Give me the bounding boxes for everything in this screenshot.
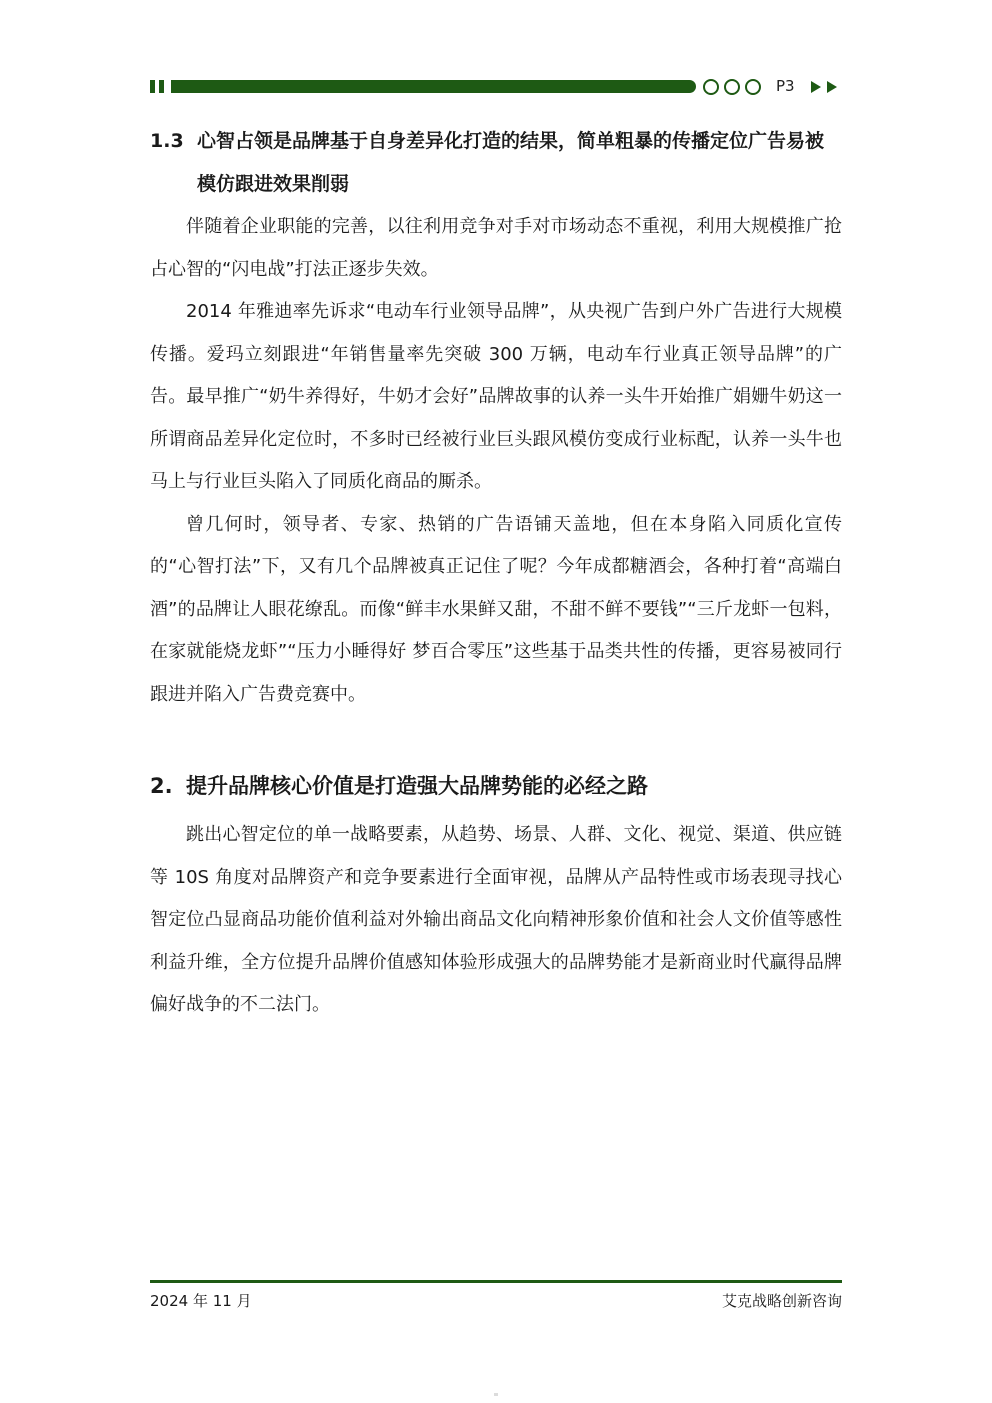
circle-outline-icon	[724, 79, 740, 95]
circle-outline-icon	[745, 79, 761, 95]
header-bar-segment	[150, 80, 155, 93]
page-number: P3	[776, 77, 795, 95]
footer-divider	[150, 1280, 842, 1283]
section-heading-1-3	[150, 120, 842, 206]
footer-company: 艾克战略创新咨询	[721, 1292, 842, 1310]
section-number: 1.3	[150, 130, 184, 152]
paragraph: 伴随着企业职能的完善，以往利用竞争对手对市场动态不重视，利用大规模推广抢占心智的“闪电战”打法正逐步失效。	[150, 216, 842, 280]
paragraph: 2014 年雅迪率先诉求“电动车行业领导品牌”，从央视广告到户外广告进行大规模传播。爱玛立刻跟进“年销售量率先突破 300 万辆，电动车行业真正领导品牌”的广告。最早推广“奶牛养得好，牛奶才会好”品牌故事的认养一头牛开始推广娟姗牛奶这一所谓商品差异化定位时，不多时已经被行业巨头跟风模仿变成行业标配，认养一头牛也马上与行业巨头陷入了同质化商品的厮杀。	[150, 301, 842, 492]
page-dot-mark	[494, 1393, 498, 1396]
header-bar-long	[171, 80, 696, 93]
triangle-right-icon	[811, 81, 821, 93]
triangle-right-icon	[827, 81, 837, 93]
header-bar-segment	[159, 80, 164, 93]
page-header	[150, 78, 842, 96]
section-title: 心智占领是品牌基于自身差异化打造的结果，简单粗暴的传播定位广告易被模仿跟进效果削弱	[197, 130, 825, 195]
circle-outline-icon	[703, 79, 719, 95]
paragraph: 跳出心智定位的单一战略要素，从趋势、场景、人群、文化、视觉、渠道、供应链等 10S 角度对品牌资产和竞争要素进行全面审视，品牌从产品特性或市场表现寻找心智定位凸显商品功能价值利益对外输出商品文化向精神形象价值和社会人文价值等感性利益升维，全方位提升品牌价值感知体验形成强大的品牌势能才是新商业时代赢得品牌偏好战争的不二法门。	[150, 824, 842, 1015]
footer-date: 2024 年 11 月	[150, 1292, 252, 1310]
document-body	[150, 120, 842, 1027]
section-heading-2	[150, 764, 842, 808]
section-title: 提升品牌核心价值是打造强大品牌势能的必经之路	[186, 774, 648, 798]
section-number: 2.	[150, 774, 173, 798]
paragraph: 曾几何时，领导者、专家、热销的广告语铺天盖地，但在本身陷入同质化宣传的“心智打法”下，又有几个品牌被真正记住了呢？今年成都糖酒会，各种打着“高端白酒”的品牌让人眼花缭乱。而像“鲜丰水果鲜又甜，不甜不鲜不要钱”“三斤龙虾一包料，在家就能烧龙虾”“压力小睡得好 梦百合零压”这些基于品类共性的传播，更容易被同行跟进并陷入广告费竞赛中。	[150, 513, 842, 705]
